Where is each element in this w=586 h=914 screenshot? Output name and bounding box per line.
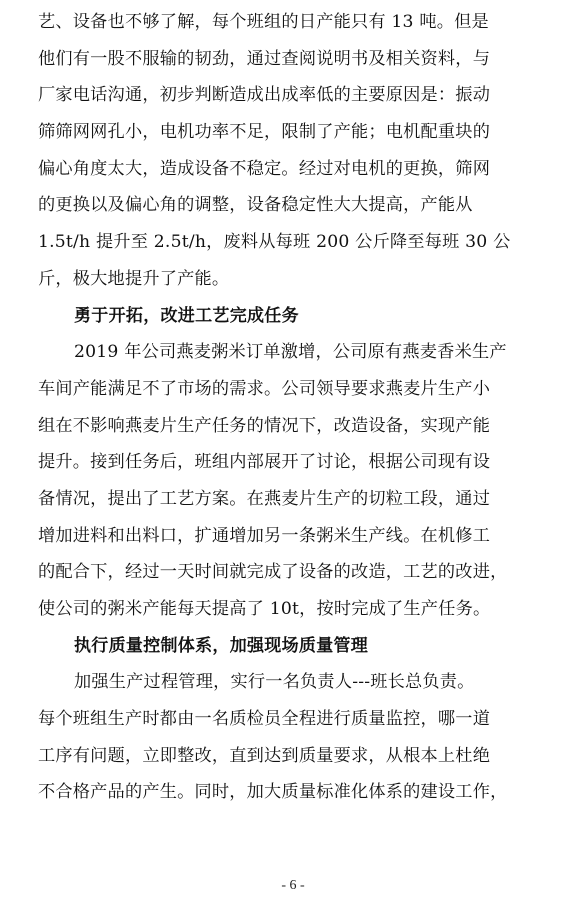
paragraph-line: 车间产能满足不了市场的需求。公司领导要求燕麦片生产小 [38,378,491,399]
page-number: - 6 - [281,878,305,893]
paragraph-line: 每个班组生产时都由一名质检员全程进行质量监控，哪一道 [38,709,491,730]
paragraph-line: 厂家电话沟通，初步判断造成出成率低的主要原因是：振动 [38,85,491,106]
paragraph-line: 1.5t/h 提升至 2.5t/h，废料从每班 200 公斤降至每班 30 公 [38,232,511,253]
document-body [38,4,548,811]
paragraph-line: 斤，极大地提升了产能。 [38,268,230,289]
paragraph-line: 备情况，提出了工艺方案。在燕麦片生产的切粒工段，通过 [38,488,491,509]
paragraph-line: 的配合下，经过一天时间就完成了设备的改造，工艺的改进， [38,562,508,583]
paragraph-quality-control [38,664,548,811]
section-heading-process-improvement: 勇于开拓，改进工艺完成任务 [74,305,299,326]
paragraph-equipment-improvement [38,4,548,298]
paragraph-line: 使公司的粥米产能每天提高了 10t，按时完成了生产任务。 [38,599,491,619]
paragraph-line: 增加进料和出料口，扩通增加另一条粥米生产线。在机修工 [38,525,491,546]
paragraph-line: 他们有一股不服输的韧劲，通过查阅说明书及相关资料，与 [38,48,491,69]
paragraph-line: 2019 年公司燕麦粥米订单激增，公司原有燕麦香米生产 [74,342,507,363]
paragraph-line: 筛筛网网孔小，电机功率不足，限制了产能；电机配重块的 [38,122,491,143]
paragraph-line: 不合格产品的产生。同时，加大质量标准化体系的建设工作， [38,782,508,803]
paragraph-line: 工序有问题，立即整改，直到达到质量要求，从根本上杜绝 [38,745,491,766]
paragraph-process-improvement [38,334,548,628]
paragraph-line: 提升。接到任务后，班组内部展开了讨论，根据公司现有设 [38,452,491,473]
section-heading-quality-control: 执行质量控制体系，加强现场质量管理 [74,635,369,656]
paragraph-line: 加强生产过程管理，实行一名负责人---班长总负责。 [74,672,475,693]
paragraph-line: 组在不影响燕麦片生产任务的情况下，改造设备，实现产能 [38,415,491,436]
paragraph-line: 偏心角度太大，造成设备不稳定。经过对电机的更换，筛网 [38,158,491,179]
paragraph-line: 艺、设备也不够了解，每个班组的日产能只有 13 吨。但是 [38,12,489,32]
paragraph-line: 的更换以及偏心角的调整，设备稳定性大大提高，产能从 [38,195,473,216]
